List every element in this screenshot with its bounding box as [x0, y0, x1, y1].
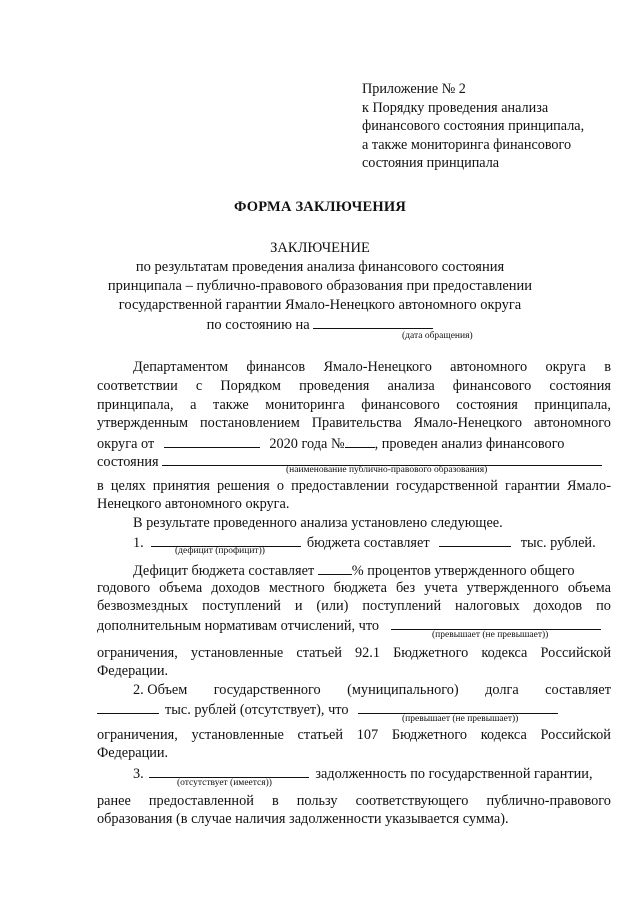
body-line: состояния	[97, 452, 611, 471]
annex-line: Приложение № 2	[362, 81, 466, 97]
annex-line: а также мониторинга финансового	[362, 136, 572, 153]
date-blank	[164, 434, 260, 448]
body-line: Дефицит бюджета составляет % процентов утвержденного общего	[133, 563, 575, 579]
debt-exceed-blank	[358, 700, 558, 714]
conclusion-line: по результатам проведения анализа финансового состояния	[135, 259, 505, 275]
body-line: Ненецкого автономного округа.	[97, 496, 290, 512]
body-line: ограничения, установленные статьей 107 Бюджетного кодекса Российской	[97, 727, 611, 743]
conclusion-line: принципала – публично-правового образования при предоставлении	[107, 278, 533, 294]
body-line: образования (в случае наличия задолженности указывается сумма).	[97, 811, 509, 827]
body-line: утвержденным постановлением Правительства Ямало-Ненецкого автономного	[97, 415, 611, 431]
item-3-line: 3. задолженность по государственной гарантии,	[133, 766, 593, 782]
item-1-line: 1. бюджета составляет тыс. рублей.	[133, 535, 596, 551]
annex-block	[362, 80, 632, 173]
body-line: ранее предоставленной в пользу соответствующего публично-правового	[97, 793, 611, 809]
deficit-note: (дефицит (профицит))	[175, 546, 265, 556]
as-of-label: по состоянию на	[206, 317, 310, 333]
guarantee-debt-blank	[149, 764, 309, 778]
percent-blank	[318, 561, 352, 575]
annex-line: финансового состояния принципала,	[362, 118, 585, 135]
body-line: дополнительным нормативам отчислений, что	[97, 616, 611, 635]
body-line: Федерации.	[97, 663, 169, 679]
item-2-line: 2. Объем государственного (муниципального) долга составляет	[133, 682, 611, 698]
entity-name-note: (наименование публично-правового образования)	[286, 465, 488, 475]
annex-line: состояния принципала	[362, 155, 500, 172]
exceed-blank	[391, 616, 601, 630]
body-line: безвозмездных поступлений и (или) поступлений налоговых доходов по	[97, 598, 611, 614]
form-title: ФОРМА ЗАКЛЮЧЕНИЯ	[233, 199, 407, 215]
body-line: Департаментом финансов Ямало-Ненецкого автономного округа в	[133, 359, 611, 375]
body-line: в целях принятия решения о предоставлении государственной гарантии Ямало-	[97, 478, 611, 494]
debt-amount-blank	[97, 700, 159, 714]
exceed-note: (превышает (не превышает))	[432, 630, 549, 640]
body-line: В результате проведенного анализа установлено следующее.	[133, 515, 503, 531]
conclusion-line: государственной гарантии Ямало-Ненецкого автономного округа	[118, 297, 522, 313]
body-line: принципала, а также мониторинга финансового состояния принципала,	[97, 397, 611, 413]
body-line: годового объема доходов местного бюджета без учета утвержденного объема	[97, 580, 611, 596]
debt-exceed-note: (превышает (не превышает))	[402, 714, 519, 724]
number-blank	[345, 434, 375, 448]
date-note: (дата обращения)	[402, 331, 473, 341]
conclusion-title: ЗАКЛЮЧЕНИЕ	[270, 240, 370, 256]
deficit-blank	[151, 533, 301, 547]
guarantee-debt-note: (отсутствует (имеется))	[177, 778, 272, 788]
body-line: округа от 2020 года № , проведен анализ финансового	[97, 436, 565, 452]
entity-name-blank	[162, 452, 602, 466]
body-line: соответствии с Порядком проведения анализа финансового состояния	[97, 378, 611, 394]
date-blank	[313, 315, 433, 329]
body-line: Федерации.	[97, 745, 169, 761]
annex-line: к Порядку проведения анализа	[362, 99, 549, 116]
body-line: ограничения, установленные статьей 92.1 Бюджетного кодекса Российской	[97, 645, 611, 661]
as-of-line	[0, 315, 640, 334]
amount-blank	[439, 533, 511, 547]
body-line: тыс. рублей (отсутствует), что	[97, 700, 611, 719]
